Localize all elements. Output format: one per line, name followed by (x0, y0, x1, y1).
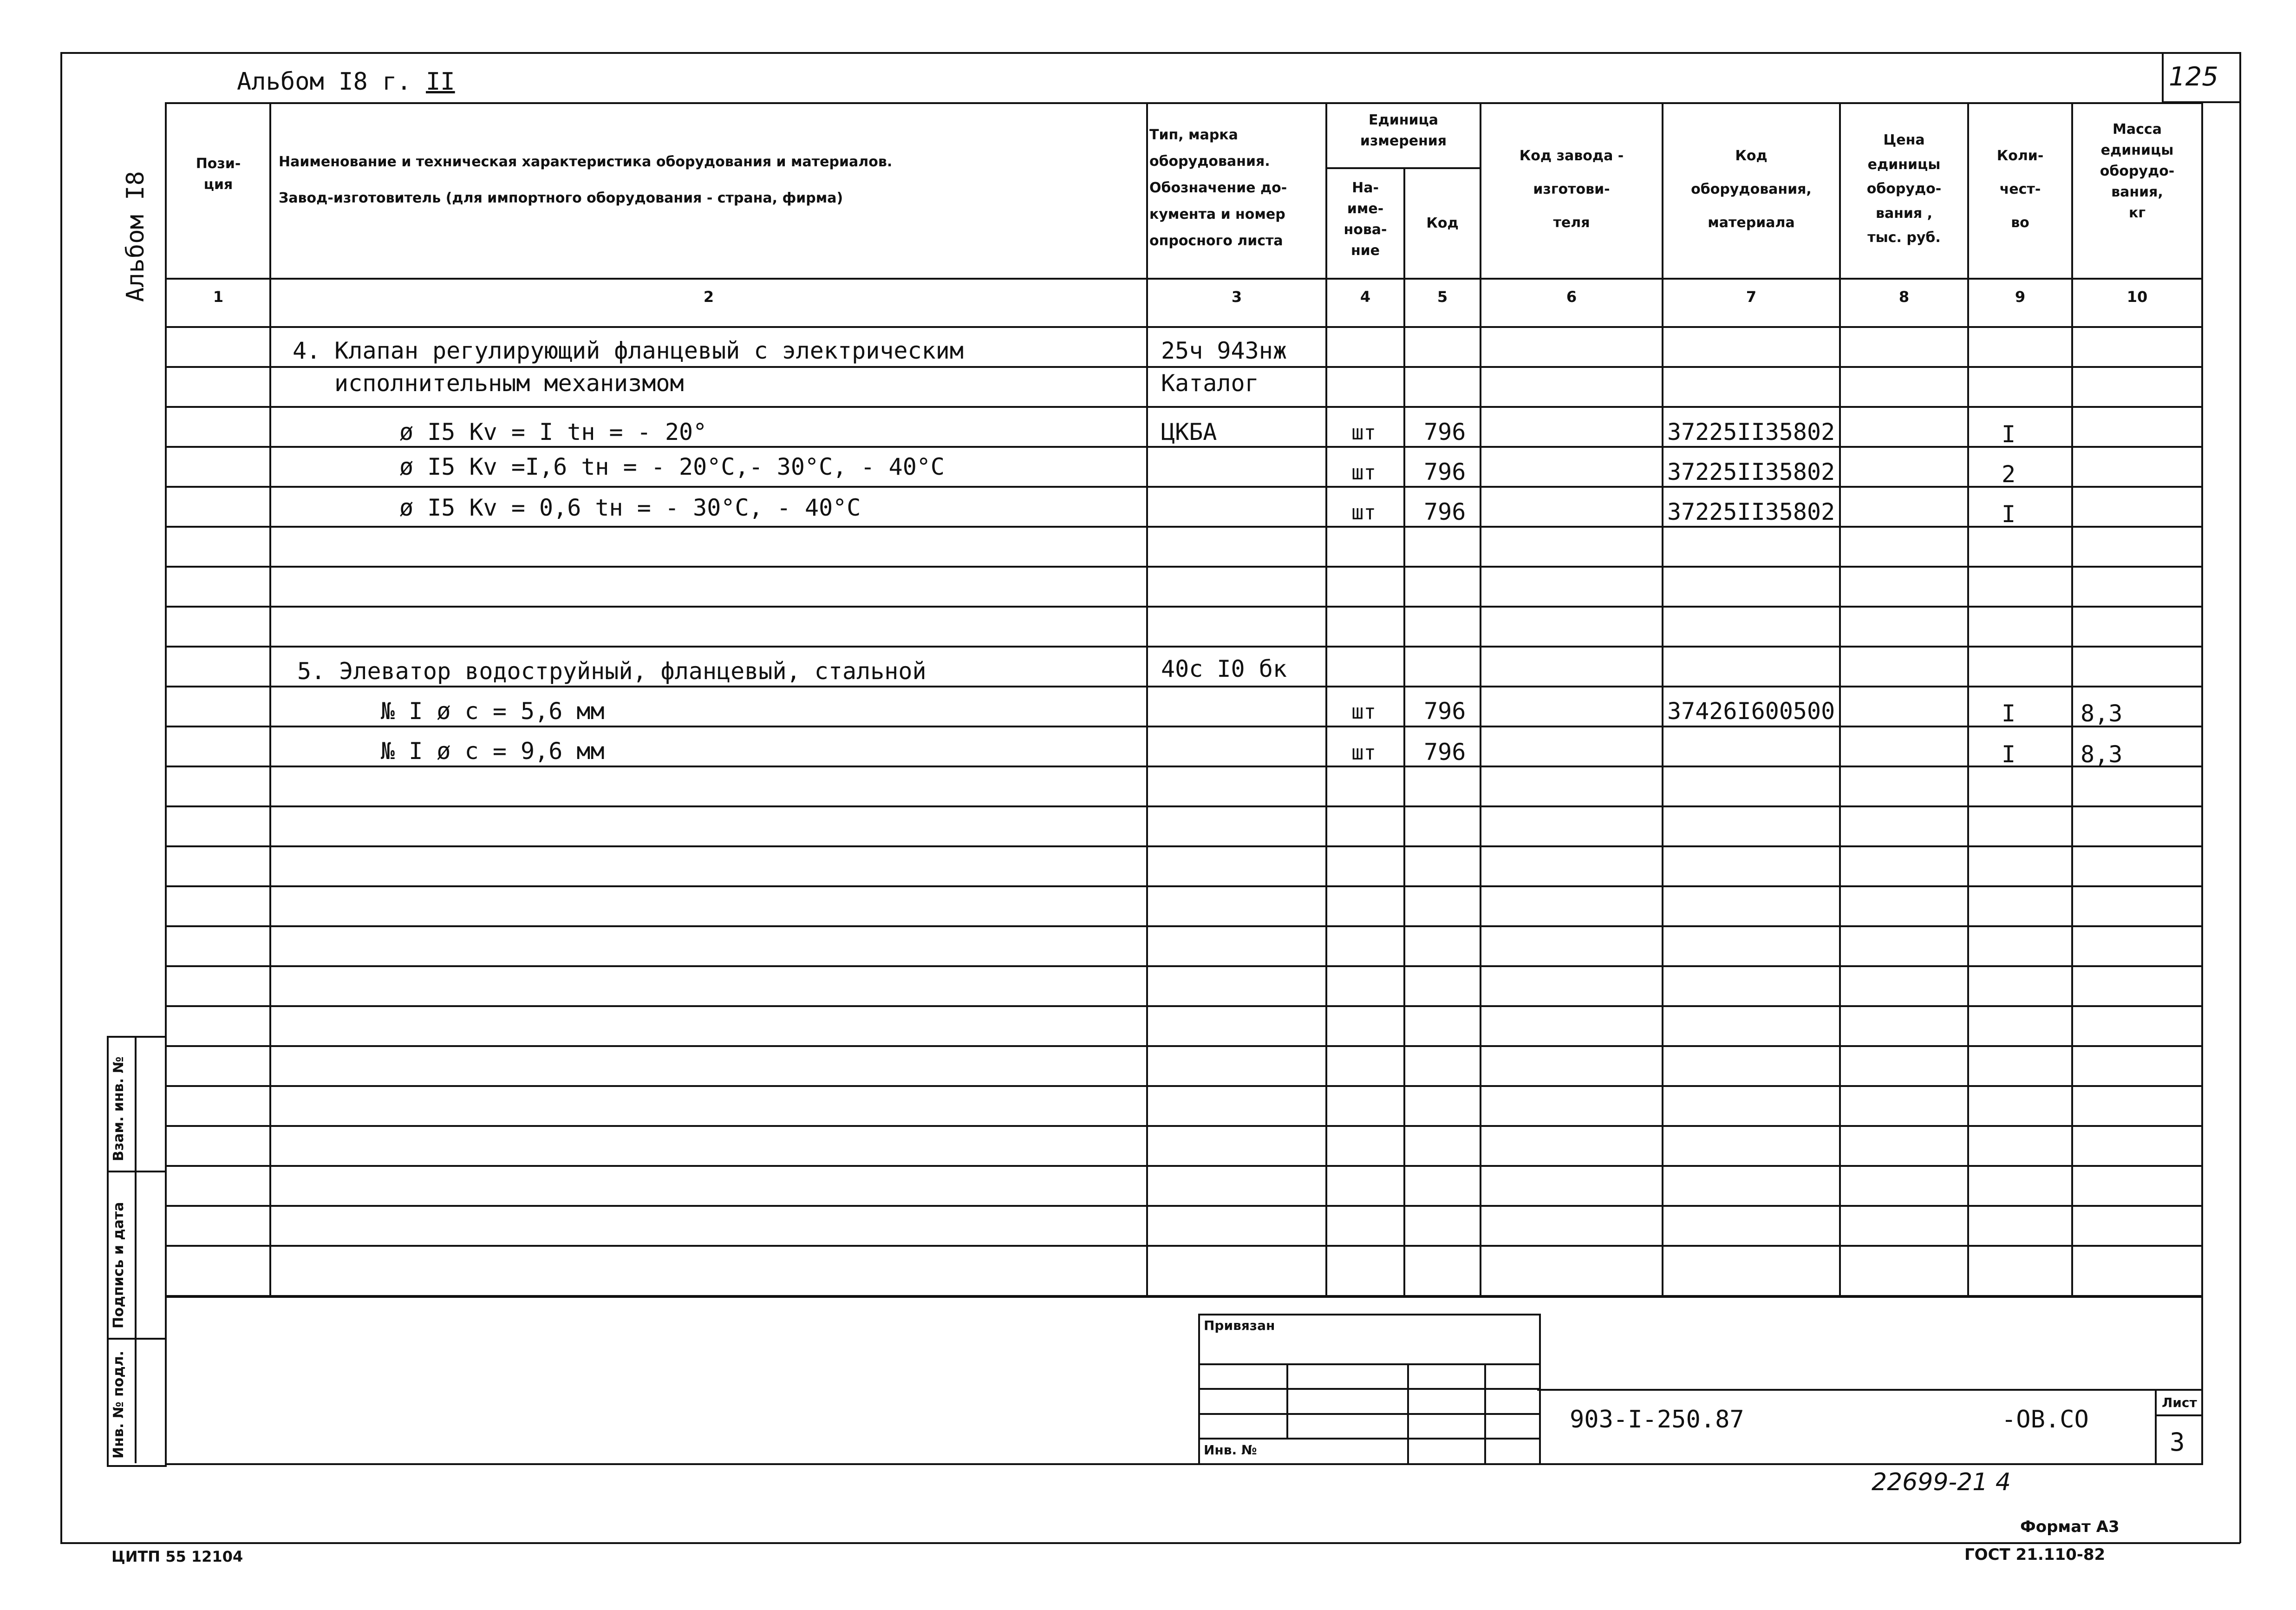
side-album-label: Альбом I8 (122, 171, 150, 302)
col-line-2 (1146, 102, 1148, 1296)
row-variant-3-qty: I (2002, 501, 2016, 528)
col-number-3: 3 (1231, 288, 1242, 306)
row-line (165, 446, 2203, 448)
col-header-price: Цена единицы оборудо- вания , тыс. руб. (1866, 132, 1942, 246)
row-line (165, 1045, 2203, 1047)
table-row-variant-2: ø I5 Kv =I,6 tн = - 20°С,- 30°С, - 40°С (399, 453, 945, 480)
col-number-7: 7 (1746, 288, 1757, 306)
row-line (165, 566, 2203, 568)
col-line-8 (1967, 102, 1969, 1296)
row-line (165, 686, 2203, 687)
row-variant-1-type: ЦКБА (1161, 419, 1217, 445)
page-number: 125 (2169, 62, 2218, 92)
side-field-inv-original: Инв. № подл. (111, 1350, 127, 1459)
row-line (165, 965, 2203, 967)
row-line (165, 1245, 2203, 1247)
frame-left (60, 52, 62, 1543)
col-number-1: 1 (213, 288, 224, 306)
col-header-unit-code: Код (1426, 215, 1459, 231)
row-elevator-1-equip-code: 37426I600500 (1667, 698, 1835, 725)
row-item-5-type: 40с I0 бк (1161, 655, 1287, 682)
row-line (165, 366, 2203, 368)
row-elevator-2-qty: I (2002, 741, 2016, 768)
table-row-elevator-2: № I ø с = 9,6 мм (381, 738, 605, 765)
sheet-box-left (2155, 1389, 2157, 1463)
row-line (165, 925, 2203, 927)
numbers-bottom (165, 326, 2203, 328)
col-header-quantity: Коли- чест- во (1996, 148, 2044, 231)
row-line (165, 646, 2203, 648)
frame-bottom (60, 1542, 2240, 1544)
col-number-8: 8 (1898, 288, 1910, 306)
col-number-10: 10 (2126, 288, 2148, 306)
title-block-top (165, 1296, 2203, 1298)
bound-row-line (1198, 1363, 1539, 1365)
col-line-3 (1325, 102, 1327, 1296)
doc-code: 903-I-250.87 (1570, 1406, 1744, 1433)
col-line-9 (2071, 102, 2073, 1296)
col-header-name: Наименование и техническая характеристика оборудования и материалов. Завод-изготовитель (для импортного оборудования - страна, фирма) (279, 154, 893, 206)
col-line-1 (269, 102, 271, 1296)
row-elevator-1-qty: I (2002, 700, 2016, 727)
inv-label: Инв. № (1204, 1442, 1257, 1458)
bound-row-line (1198, 1438, 1539, 1440)
row-variant-3-unit-code: 796 (1424, 498, 1466, 525)
row-line (165, 885, 2203, 887)
row-line (165, 766, 2203, 767)
row-line (165, 805, 2203, 807)
row-item-5-title: 5. Элеватор водоструйный, фланцевый, стальной (297, 658, 926, 685)
row-elevator-1-unit-code: 796 (1424, 698, 1466, 725)
bound-label: Привязан (1204, 1318, 1275, 1333)
row-line (165, 606, 2203, 608)
row-variant-1-equip-code: 37225II35802 (1667, 419, 1835, 445)
row-item-4-type: 25ч 943нж (1161, 337, 1287, 364)
row-line (165, 845, 2203, 847)
row-line (165, 526, 2203, 528)
sheet-number: 3 (2170, 1427, 2185, 1457)
album-label: Альбом I8 г. II (237, 68, 455, 96)
row-variant-3-unit: шт (1351, 501, 1376, 524)
row-variant-1-unit-code: 796 (1424, 419, 1466, 445)
row-line (165, 1125, 2203, 1127)
format-label: Формат А3 (2020, 1518, 2120, 1536)
row-variant-1-qty: I (2002, 421, 2016, 448)
row-variant-1-unit: шт (1351, 421, 1376, 445)
col-number-5: 5 (1437, 288, 1448, 306)
sheet-box-divider (2155, 1414, 2203, 1416)
bound-col-line (1484, 1363, 1486, 1463)
table-row-variant-3: ø I5 Kv = 0,6 tн = - 30°С, - 40°С (399, 494, 861, 521)
header-bottom (165, 278, 2203, 280)
col-header-equip-code: Код оборудования, материала (1691, 148, 1812, 231)
bound-row-line (1198, 1388, 1539, 1390)
doc-suffix: -ОВ.СО (2002, 1406, 2089, 1433)
table-row-elevator-1: № I ø с = 5,6 мм (381, 698, 605, 725)
row-elevator-1-mass: 8,3 (2081, 700, 2123, 727)
unit-group-divider (1325, 167, 1480, 169)
table-row-variant-1: ø I5 Kv = I tн = - 20° (399, 419, 707, 445)
row-line (165, 406, 2203, 408)
frame-top (60, 52, 2240, 54)
bound-row-line (1198, 1413, 1539, 1415)
row-item-4-title: 4. Клапан регулирующий фланцевый с электрическим (293, 337, 964, 364)
row-line (165, 726, 2203, 727)
row-variant-3-equip-code: 37225II35802 (1667, 498, 1835, 525)
row-variant-2-unit: шт (1351, 461, 1376, 484)
archive-number: 22699-21 4 (1872, 1468, 2011, 1496)
row-elevator-2-unit-code: 796 (1424, 739, 1466, 766)
row-variant-2-unit-code: 796 (1424, 458, 1466, 485)
title-block-bottom (165, 1463, 2203, 1465)
col-line-7 (1839, 102, 1841, 1296)
row-line (165, 486, 2203, 488)
col-header-type: Тип, марка оборудования. Обозначение до- кумента и номер опросного листа (1149, 127, 1287, 249)
col-number-4: 4 (1360, 288, 1371, 306)
code-row-top (1537, 1389, 2203, 1391)
publisher: ЦИТП 55 12104 (111, 1548, 243, 1565)
side-field-replaced: Взам. инв. № (111, 1056, 127, 1161)
row-variant-2-equip-code: 37225II35802 (1667, 458, 1835, 485)
row-elevator-2-mass: 8,3 (2081, 741, 2123, 768)
col-header-unit-group: Единица измерения (1360, 112, 1447, 149)
bound-col-line (1286, 1363, 1288, 1438)
row-item-4-catalog: Каталог (1161, 370, 1259, 397)
table-right (2201, 102, 2203, 1463)
row-line (165, 1165, 2203, 1167)
gost-label: ГОСТ 21.110-82 (1964, 1545, 2106, 1564)
col-number-6: 6 (1566, 288, 1577, 306)
col-header-maker-code: Код завода - изготови- теля (1519, 148, 1624, 231)
col-number-2: 2 (703, 288, 714, 306)
table-top (165, 102, 2203, 104)
row-line (165, 1205, 2203, 1207)
bound-col-line (1407, 1363, 1409, 1463)
col-header-position: Пози- ция (196, 156, 241, 193)
col-number-9: 9 (2015, 288, 2026, 306)
sheet-label: Лист (2162, 1395, 2197, 1410)
side-field-signature-date: Подпись и дата (111, 1202, 127, 1329)
row-item-4-subtitle: исполнительным механизмом (334, 370, 684, 397)
col-header-mass: Масса единицы оборудо- вания, кг (2100, 121, 2175, 221)
side-stamp-inner-line (135, 1036, 137, 1463)
row-variant-2-qty: 2 (2002, 461, 2016, 488)
row-elevator-2-unit: шт (1351, 741, 1376, 765)
row-line (165, 1005, 2203, 1007)
col-line-5 (1480, 102, 1481, 1296)
row-line (165, 1085, 2203, 1087)
frame-right (2239, 52, 2241, 1543)
col-header-unit-name: На- име- нова- ние (1344, 180, 1387, 259)
col-line-6 (1662, 102, 1663, 1296)
row-elevator-1-unit: шт (1351, 700, 1376, 724)
album-part: II (426, 68, 455, 96)
